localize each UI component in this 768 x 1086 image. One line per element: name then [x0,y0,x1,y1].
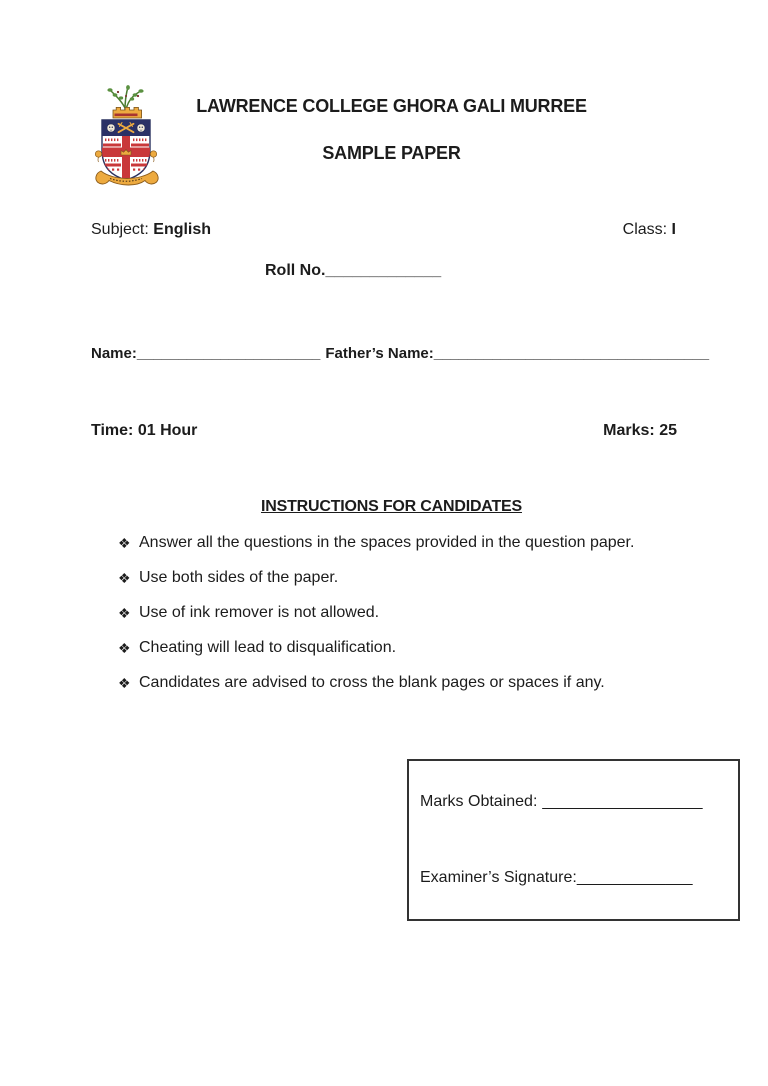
instruction-text: Use of ink remover is not allowed. [139,604,380,621]
class-label: Class: [622,221,668,238]
instruction-text: Use both sides of the paper. [139,569,339,586]
instruction-item [118,672,634,694]
name-label: Name: [91,345,137,362]
time-field: Time: 01 Hour [91,422,198,439]
father-name-blank: _________________________________ [433,345,710,362]
instruction-item [118,637,634,659]
name-father-row [91,345,709,362]
subject-field [91,221,211,239]
page-title: LAWRENCE COLLEGE GHORA GALI MURREE [196,96,587,116]
instruction-item [118,532,634,554]
subject-value: English [153,221,212,238]
instruction-item [118,602,634,624]
marks-field: Marks: 25 [603,422,677,439]
roll-no-label: Roll No. [265,262,326,279]
subject-class-row [91,221,676,239]
marks-obtained-field [420,793,703,811]
class-value: I [671,221,676,238]
instruction-text: Answer all the questions in the spaces provided in the question paper. [139,534,635,551]
diamond-bullet-icon: ❖ [118,640,131,656]
marks-box [407,759,740,921]
diamond-bullet-icon: ❖ [118,570,131,586]
marks-obtained-label: Marks Obtained: [420,793,538,810]
subject-label: Subject: [91,221,149,238]
examiner-signature-field [420,869,693,887]
diamond-bullet-icon: ❖ [118,605,131,621]
instruction-text: Cheating will lead to disqualification. [139,639,397,656]
roll-no-field [265,262,441,280]
instruction-item [118,567,634,589]
roll-no-blank: _____________ [325,262,442,279]
diamond-bullet-icon: ❖ [118,535,131,551]
instruction-text: Candidates are advised to cross the blank pages or spaces if any. [139,674,605,691]
examiner-signature-blank: _____________ [576,869,693,886]
marks-obtained-blank: __________________ [542,793,703,810]
time-marks-row [91,422,677,440]
father-name-label: Father’s Name: [325,345,434,362]
name-blank: ______________________ [136,345,321,362]
examiner-signature-label: Examiner’s Signature: [420,869,577,886]
diamond-bullet-icon: ❖ [118,675,131,691]
instructions-heading: INSTRUCTIONS FOR CANDIDATES [261,498,522,515]
instructions-list [118,532,634,707]
page-subtitle: SAMPLE PAPER [322,143,461,163]
class-field [623,221,676,239]
